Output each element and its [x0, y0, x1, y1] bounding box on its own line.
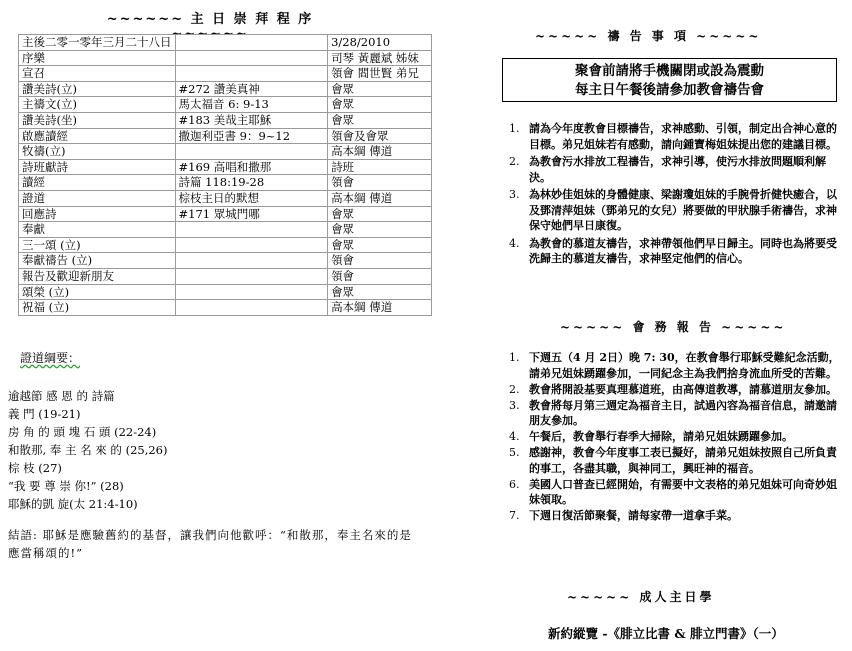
worship-item: 頌榮 (立) [19, 284, 176, 300]
worship-leader: 會眾 [328, 81, 432, 97]
outline-line: 耶穌的凱 旋(太 21:4-10) [8, 497, 138, 511]
outline-line: 房 角 的 頭 塊 石 頭 (22-24) [8, 425, 157, 439]
church-affairs-list [503, 350, 845, 524]
prayer-items-list [503, 121, 845, 269]
sunday-school-heading: ~~~~~ 成人主日學 [567, 590, 715, 604]
affairs-item-text: 教會將每月第三週定為福音主日，試過內容為福音信息，請邀請朋友參加。 [529, 398, 837, 427]
notice-box [502, 58, 837, 102]
prayer-item: 2. 為教會污水排放工程禱告，求神引導，使污水排放問題順利解決。 [509, 155, 826, 184]
worship-detail: #169 高唱和撒那 [175, 159, 328, 175]
worship-row [19, 81, 432, 97]
worship-leader: 司琴 黃麗斌 姊妹 [328, 50, 432, 66]
worship-row [19, 35, 432, 51]
worship-row [19, 206, 432, 222]
outline-line: 逾越節 感 恩 的 詩篇 [8, 389, 115, 403]
worship-row [19, 253, 432, 269]
worship-row [19, 97, 432, 113]
worship-leader: 會眾 [328, 206, 432, 222]
worship-detail [175, 66, 328, 82]
affairs-item-text: 美國人口普查已經開始，有需要中文表格的弟兄姐妹可向奇妙姐妹領取。 [529, 477, 837, 506]
worship-row [19, 144, 432, 160]
affairs-item: 3. 教會將每月第三週定為福音主日，試過內容為福音信息，請邀請朋友參加。 [509, 398, 837, 427]
worship-item: 讚美詩(立) [19, 81, 176, 97]
worship-item: 主禱文(立) [19, 97, 176, 113]
worship-detail [175, 50, 328, 66]
affairs-item: 6. 美國人口普查已經開始，有需要中文表格的弟兄姐妹可向奇妙姐妹領取。 [509, 477, 837, 506]
worship-leader: 高本綱 傳道 [328, 190, 432, 206]
worship-detail [175, 268, 328, 284]
affairs-item-text: 感謝神，教會今年度事工表已擬好，請弟兄姐妹按照自己所負責的事工，各盡其職，與神同工，興旺神的福音。 [529, 446, 837, 475]
prayer-item-text: 為林妙佳姐妹的身體健康、梁謝瓊姐妹的手腕骨折健快癒合，以及鄧清萍姐妹（鄧弟兄的女兒）將要做的甲狀腺手術禱告，求神保守她們早日康復。 [529, 188, 837, 232]
worship-detail [175, 35, 328, 51]
affairs-item: 4. 午餐后，教會舉行春季大掃除，請弟兄姐妹踴躍參加。 [509, 430, 793, 443]
worship-leader: 會眾 [328, 97, 432, 113]
notice-line: 聚會前請將手機關閉或設為震動 [575, 63, 764, 79]
worship-detail: 撒迦利亞書 9：9~12 [175, 128, 328, 144]
worship-detail: #183 美哉主耶穌 [175, 112, 328, 128]
worship-row [19, 222, 432, 238]
worship-leader: 領會 [328, 175, 432, 191]
affairs-item-text: 下週日復活節聚餐，請每家帶一道拿手菜。 [529, 509, 738, 522]
affairs-item-text: 午餐后，教會舉行春季大掃除，請弟兄姐妹踴躍參加。 [529, 430, 793, 443]
worship-leader: 領會 閻世賢 弟兄 [328, 66, 432, 82]
worship-leader: 會眾 [328, 284, 432, 300]
prayer-items-heading: ~~~~~ 禱 告 事 項 ~~~~~ [535, 29, 762, 43]
worship-detail: #272 讚美真神 [175, 81, 328, 97]
worship-detail [175, 144, 328, 160]
outline-line: 棕 枝 (27) [8, 461, 62, 475]
affairs-item: 1. 下週五（4 月 2日）晚 7: 30，在教會舉行耶穌受難紀念活動，請弟兄姐妹踴躍參加，一同紀念主為我們捨身流血所受的苦難。 [509, 351, 840, 380]
worship-leader: 高本綱 傳道 [328, 144, 432, 160]
worship-item: 證道 [19, 190, 176, 206]
worship-leader: 3/28/2010 [328, 35, 432, 51]
worship-row [19, 190, 432, 206]
worship-detail: 詩篇 118:19-28 [175, 175, 328, 191]
worship-item: 詩班獻詩 [19, 159, 176, 175]
worship-row [19, 66, 432, 82]
worship-row [19, 237, 432, 253]
worship-detail [175, 253, 328, 269]
prayer-item-text: 請為今年度教會目標禱告，求神感動、引領，制定出合神心意的目標。弟兄姐妹若有感動，請向鍾寶梅姐妹提出您的建議目標。 [529, 122, 837, 151]
worship-row [19, 268, 432, 284]
worship-item: 奉獻禱告 (立) [19, 253, 176, 269]
worship-row [19, 300, 432, 316]
worship-detail [175, 222, 328, 238]
prayer-item: 1. 請為今年度教會目標禱告，求神感動、引領，制定出合神心意的目標。弟兄姐妹若有感動，請向鍾寶梅姐妹提出您的建議目標。 [509, 122, 837, 151]
worship-detail: #171 眾城門哪 [175, 206, 328, 222]
prayer-item: 4. 為教會的慕道友禱告，求神帶領他們早日歸主。同時也為將要受洗歸主的慕道友禱告，求神堅定他們的信心。 [509, 236, 837, 265]
worship-item: 回應詩 [19, 206, 176, 222]
affairs-item-text: 下週五（4 月 2日）晚 7: 30，在教會舉行耶穌受難紀念活動，請弟兄姐妹踴躍參加，一同紀念主為我們捨身流血所受的苦難。 [529, 351, 840, 380]
worship-row [19, 112, 432, 128]
worship-leader: 領會 [328, 268, 432, 284]
worship-item: 啟應讀經 [19, 128, 176, 144]
prayer-item: 3. 為林妙佳姐妹的身體健康、梁謝瓊姐妹的手腕骨折健快癒合，以及鄧清萍姐妹（鄧弟兄的女兒）將要做的甲狀腺手術禱告，求神保守她們早日康復。 [509, 188, 837, 232]
worship-detail [175, 284, 328, 300]
worship-row [19, 50, 432, 66]
worship-item: 牧禱(立) [19, 144, 176, 160]
affairs-item: 7. 下週日復活節聚餐，請每家帶一道拿手菜。 [509, 509, 738, 522]
worship-item: 讀經 [19, 175, 176, 191]
sunday-school-course: 新約縱覽 -《腓立比書 & 腓立門書》（一） [548, 626, 784, 641]
worship-leader: 會眾 [328, 222, 432, 238]
outline-line: 和散那, 奉 主 名 來 的 (25,26) [8, 443, 168, 457]
sermon-conclusion: 結語: 耶穌是應驗舊約的基督，讓我們向他歡呼：“和散那，奉主名來的是應當稱頌的!” [8, 528, 412, 560]
sermon-outline [8, 387, 167, 513]
worship-item: 宣召 [19, 66, 176, 82]
church-affairs-heading: ~~~~~ 會 務 報 告 ~~~~~ [560, 320, 787, 334]
worship-detail [175, 300, 328, 316]
worship-item: 序樂 [19, 50, 176, 66]
order-of-worship-table [18, 34, 432, 316]
worship-leader: 高本綱 傳道 [328, 300, 432, 316]
order-of-worship-title: ~~~~~~ 主 日 崇 拜 程 序 ~~~~~~ [106, 12, 314, 42]
worship-detail: 馬太福音 6: 9-13 [175, 97, 328, 113]
worship-item: 讚美詩(坐) [19, 112, 176, 128]
worship-row [19, 128, 432, 144]
worship-leader: 領會及會眾 [328, 128, 432, 144]
worship-row [19, 159, 432, 175]
sermon-outline-label: 證道綱要： [20, 351, 81, 365]
affairs-item: 2. 教會將開設基要真理慕道班，由高傳道教導，請慕道朋友參加。 [509, 382, 837, 396]
worship-item: 主後二零一零年三月二十八日 [19, 35, 176, 51]
outline-line: “我 要 尊 崇 你!” (28) [8, 479, 124, 493]
worship-leader: 領會 [328, 253, 432, 269]
outline-line: 義 門 (19-21) [8, 407, 81, 421]
notice-line: 每主日午餐後請參加教會禱告會 [575, 82, 764, 98]
worship-leader: 會眾 [328, 112, 432, 128]
worship-row [19, 175, 432, 191]
worship-item: 報告及歡迎新朋友 [19, 268, 176, 284]
worship-leader: 詩班 [328, 159, 432, 175]
worship-item: 三一頌 (立) [19, 237, 176, 253]
affairs-item: 5. 感謝神，教會今年度事工表已擬好，請弟兄姐妹按照自己所負責的事工，各盡其職，與神同工，興旺神的福音。 [509, 446, 837, 475]
worship-item: 奉獻 [19, 222, 176, 238]
worship-detail: 棕枝主日的默想 [175, 190, 328, 206]
worship-row [19, 284, 432, 300]
prayer-item-text: 為教會污水排放工程禱告，求神引導，使污水排放問題順利解決。 [529, 155, 826, 184]
worship-leader: 會眾 [328, 237, 432, 253]
worship-detail [175, 237, 328, 253]
worship-item: 祝福 (立) [19, 300, 176, 316]
affairs-item-text: 教會將開設基要真理慕道班，由高傳道教導，請慕道朋友參加。 [529, 382, 837, 396]
prayer-item-text: 為教會的慕道友禱告，求神帶領他們早日歸主。同時也為將要受洗歸主的慕道友禱告，求神堅定他們的信心。 [529, 236, 837, 265]
